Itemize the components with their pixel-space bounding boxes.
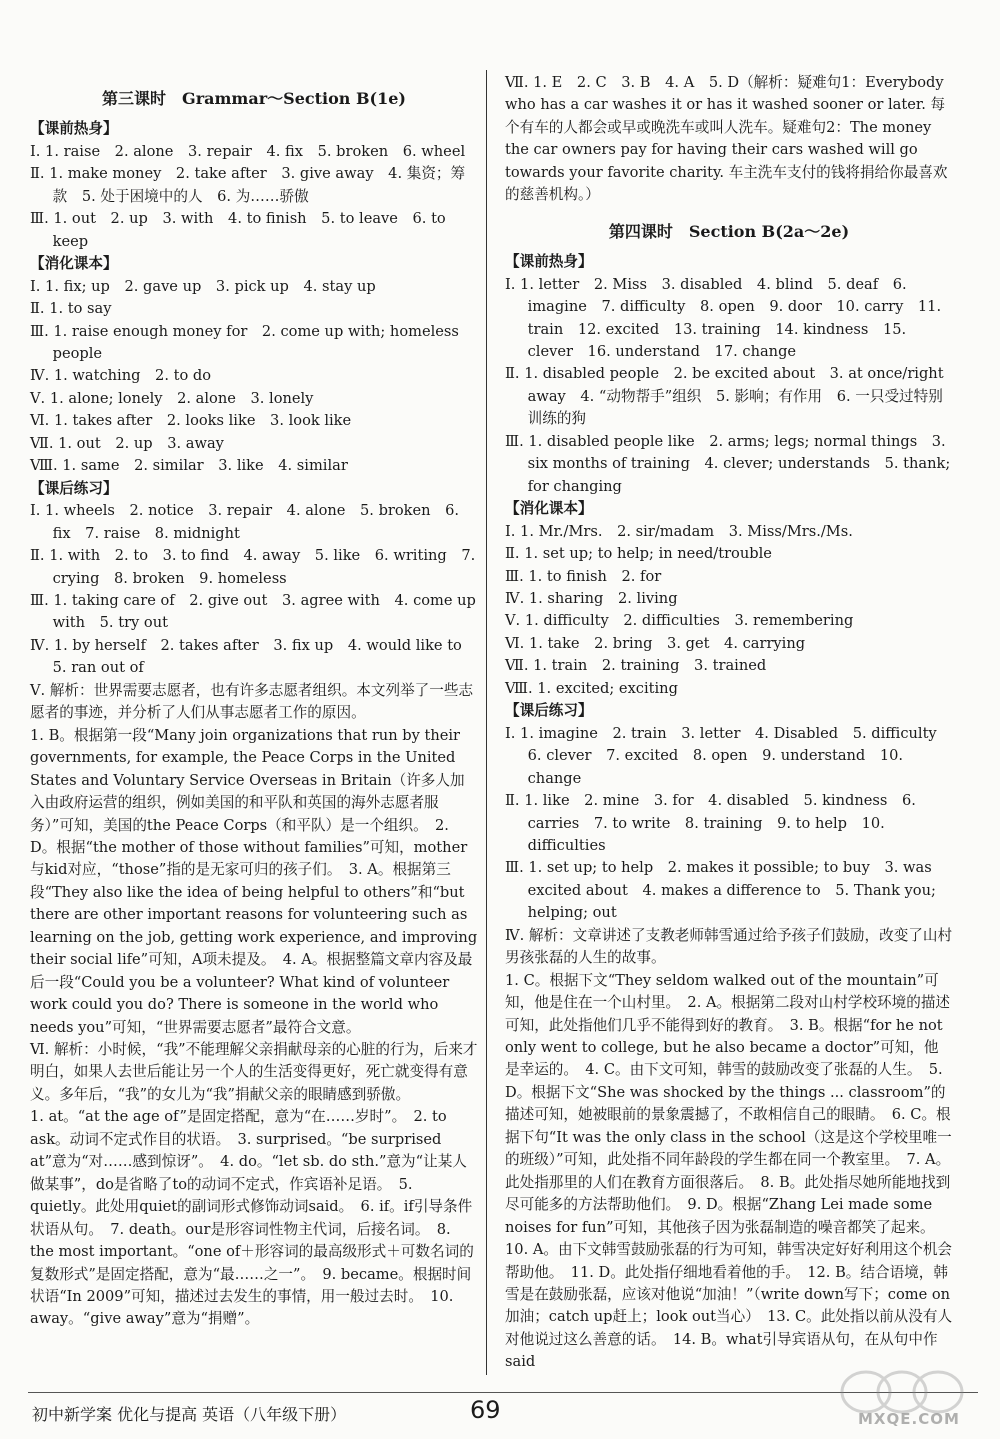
answer-line: Ⅲ. 1. out 2. up 3. with 4. to finish 5. to leave 6. to keep [30,210,446,250]
answer-line: Ⅰ. 1. Mr./Mrs. 2. sir/madam 3. Miss/Mrs./Ms. [505,522,853,540]
lesson-title-3: 第三课时 Grammar～Section B(1e) [102,89,406,108]
section-heading: 【课后练习】 [30,479,118,497]
explanation-paragraph: Ⅴ. 解析：世界需要志愿者，也有许多志愿者组织。本文列举了一些志愿者的事迹，并分析了人们从事志愿者工作的原因。 [30,681,474,722]
answer-line: Ⅲ. 1. taking care of 2. give out 3. agree with 4. come up with 5. try out [30,591,476,632]
answer-line: Ⅳ. 1. sharing 2. living [505,589,678,607]
answer-line: Ⅷ. 1. same 2. similar 3. like 4. similar [30,457,348,475]
answer-line: Ⅵ. 1. take 2. bring 3. get 4. carrying [505,634,806,652]
explanation-paragraph: 1. C。根据下文“They seldom walked out of the mountain”可知，他是住在一个山村里。 2. A。根据第二段对山村学校环境的描述可知，此处指他们几乎不能得到好的教育。 3. B。根据“for he not only went to college, but he also became a doctor”可知，他是幸运的。 4. C。由下文可知，韩雪的鼓励改变了张磊的人生。 5. D。根据下文“She was shocked by the things ... classroom”的描述可知，她被眼前的景象震撼了，不敢相信自己的眼睛。 6. C。根据下句“It was the only class in the school（这是这个学校里唯一的班级）”可知，此处指不同年龄段的学生都在同一个教室里。 7. A。此处指那里的人们在教育方面很落后。 8. B。此处指尽她所能地找到尽可能多的方法帮助他们。 9. D。根据“Zhang Lei made some noises for fun”可知，其他孩子因为张磊制造的噪音都笑了起来。 10. A。由下文韩雪鼓励张磊的行为可知，韩雪决定好好利用这个机会帮助他。 11. D。此处指仔细地看着他的手。 12. B。结合语境，韩雪是在鼓励张磊，应该对他说“加油！”（write down写下；come on加油；catch up赶上；look out当心） 13. C。此处指以前从没有人对他说过这么善意的话。 14. B。what引导宾语从句，在从句中作said [505,971,953,1371]
answer-line: Ⅰ. 1. raise 2. alone 3. repair 4. fix 5. broken 6. wheel [30,142,466,160]
section-heading: 【消化课本】 [30,255,118,273]
answer-line: Ⅱ. 1. like 2. mine 3. for 4. disabled 5. kindness 6. carries 7. to write 8. training 9. to help 10. difficulties [505,792,916,854]
explanation-paragraph: Ⅳ. 解析：文章讲述了支教老师韩雪通过给予孩子们鼓励，改变了山村男孩张磊的人生的故事。 [505,926,953,967]
answer-line: Ⅴ. 1. alone; lonely 2. alone 3. lonely [30,389,314,407]
column-divider [486,70,487,1375]
answer-line: Ⅲ. 1. set up; to help 2. makes it possible; to buy 3. was excited about 4. makes a difference to 5. Thank you; helping; out [505,859,936,922]
left-column [30,72,478,1331]
explanation-paragraph: 1. at。“at the age of”是固定搭配，意为“在……岁时”。 2. to ask。动词不定式作目的状语。 3. surprised。“be surprised at”意为“对……感到惊讶”。 4. do。“let sb. do sth.”意为“让某人做某事”，do是省略了to的动词不定式，作宾语补足语。 5. quietly。此处用quiet的副词形式修饰动词said。 6. if。if引导条件状语从句。 7. death。our是形容词性物主代词，后接名词。 8. the most important。“one of＋形容词的最高级形式＋可数名词的复数形式”是固定搭配，意为“最……之一”。 9. became。根据时间状语“In 2009”可知，描述过去发生的事情，用一般过去时。 10. away。“give away”意为“捐赠”。 [30,1108,474,1328]
answer-line: Ⅱ. 1. disabled people 2. be excited about 3. at once/right away 4. “动物帮手”组织 5. 影响；有作用 6. 一只受过特别训练的狗 [505,365,944,428]
answer-line: Ⅲ. 1. to finish 2. for [505,567,662,585]
answer-line: Ⅳ. 1. watching 2. to do [30,367,212,385]
answer-line: Ⅱ. 1. set up; to help; in need/trouble [505,545,772,563]
explanation-paragraph: Ⅵ. 解析：小时候，“我”不能理解父亲捐献母亲的心脏的行为，后来才明白，如果人去世后能让另一个人的生活变得更好，死亡就变得有意义。多年后，“我”的女儿为“我”捐献父亲的眼睛感到骄傲。 [30,1041,478,1103]
section-heading: 【课前热身】 [30,120,118,138]
answer-line: Ⅷ. 1. excited; exciting [505,679,678,697]
answer-line: Ⅶ. 1. out 2. up 3. away [30,434,224,452]
answer-line: Ⅱ. 1. with 2. to 3. to find 4. away 5. like 6. writing 7. crying 8. broken 9. homeless [30,547,476,587]
section-heading: 【课后练习】 [505,702,593,720]
answer-line: Ⅳ. 1. by herself 2. takes after 3. fix up 4. would like to 5. ran out of [30,636,477,677]
right-column [505,72,953,1374]
answer-line: Ⅰ. 1. fix; up 2. gave up 3. pick up 4. stay up [30,277,376,295]
answer-line: Ⅲ. 1. disabled people like 2. arms; legs; normal things 3. six months of training 4. clever; understands 5. thank; for changing [505,432,951,495]
explanation-paragraph: Ⅶ. 1. E 2. C 3. B 4. A 5. D（解析：疑难句1：Everybody who has a car washes it or has it washed sooner or later. 每个有车的人都会或早或晚洗车或叫人洗车。疑难句2：The money the car owners pay for having their cars washed will go towards your favorite charity. 车主洗车支付的钱将捐给你最喜欢的慈善机构。） [505,74,948,204]
answer-line: Ⅱ. 1. make money 2. take after 3. give away 4. 集资；筹款 5. 处于困境中的人 6. 为……骄傲 [30,165,466,205]
lesson-title-4: 第四课时 Section B(2a～2e) [608,221,850,241]
page-number: 69 [470,1396,501,1424]
section-heading: 【消化课本】 [505,500,593,518]
watermark-text: MXQE.COM [858,1410,960,1428]
answer-line: Ⅶ. 1. train 2. training 3. trained [505,657,767,675]
section-heading: 【课前热身】 [505,253,593,271]
answer-line: Ⅴ. 1. difficulty 2. difficulties 3. remembering [505,612,854,630]
book-title: 初中新学案 优化与提高 英语（八年级下册） [32,1405,347,1424]
answer-line: Ⅰ. 1. letter 2. Miss 3. disabled 4. blind 5. deaf 6. imagine 7. difficulty 8. open 9. door 10. carry 11. train 12. excited 13. training 14. kindness 15. clever 16. understand 17. change [505,275,942,360]
answer-line: Ⅰ. 1. wheels 2. notice 3. repair 4. alone 5. broken 6. fix 7. raise 8. midnight [30,502,460,542]
answer-line: Ⅱ. 1. to say [30,300,112,318]
explanation-paragraph: 1. B。根据第一段“Many join organizations that run by their governments, for example, the Peace Corps in the United States and Voluntary Service Overseas in Britain（许多人加入由政府运营的组织，例如美国的和平队和英国的海外志愿者服务）”可知，美国的the Peace Corps（和平队）是一个组织。 2. D。根据“the mother of those without families”可知，mother与kid对应，“those”指的是无家可归的孩子们。 3. A。根据第三段“They also like the idea of being helpful to others”和“but there are other important reasons for volunteering such as learning on the job, getting work experience, and improving their social life”可知，A项未提及。 4. A。根据整篇文章内容及最后一段“Could you be a volunteer? What kind of volunteer work could you do? There is someone in the world who needs you”可知，“世界需要志愿者”最符合文意。 [30,726,478,1036]
answer-line: Ⅲ. 1. raise enough money for 2. come up with; homeless people [30,322,459,362]
answer-line: Ⅵ. 1. takes after 2. looks like 3. look like [30,412,352,430]
answer-line: Ⅰ. 1. imagine 2. train 3. letter 4. Disabled 5. difficulty 6. clever 7. excited 8. open 9. understand 10. change [505,724,952,787]
